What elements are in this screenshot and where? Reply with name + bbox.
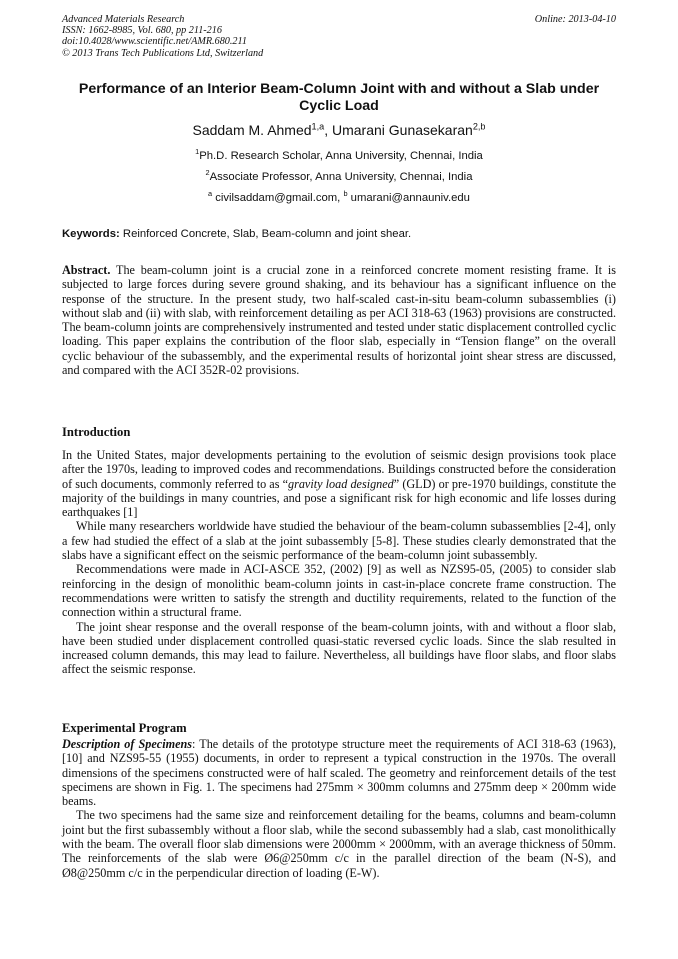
journal-copyright: © 2013 Trans Tech Publications Ltd, Switzerland [62,47,264,59]
journal-header [62,14,263,59]
intro-paragraph-4: The joint shear response and the overall response of the beam-column joints, with and without a floor slab, have been studied under displacement controlled quasi-static reversed cyclic loads. Since the slab resulted in increased column demands, this may lead to failure. Nevertheless, all buildings have floor slabs, and floor slabs affect the seismic response. [62,619,616,677]
experimental-body [62,737,616,880]
paper-title: Performance of an Interior Beam-Column Joint with and without a Slab under Cyclic Load [78,81,600,114]
keywords [62,228,616,240]
gld-term: gravity load designed [288,476,394,491]
keywords-text: Reinforced Concrete, Slab, Beam-column and joint shear. [119,228,412,240]
email-a[interactable]: civilsaddam@gmail.com, [212,192,344,204]
author-separator: , [324,122,332,138]
introduction-body [62,448,616,677]
author-2-name: Umarani Gunasekaran [331,122,473,138]
affiliation-1 [62,147,616,162]
affiliation-2-text: Associate Professor, Anna University, Chennai, India [209,171,473,183]
intro-paragraph-1: In the United States, major developments pertaining to the evolution of seismic design provisions took place after the 1970s, leading to improved codes and recommendations. Buildings constructed before the consideration of such documents, commonly referred to as “gravity load designed” (GLD) or pre-1970 buildings, constitute the majority of the buildings in many countries, and pose a significant risk for high economic and life losses during earthquakes [1] [62,448,616,520]
exp-paragraph-1: Description of Specimens: The details of the prototype structure meet the requirements of ACI 318-63 (1963), [10] and NZS95-55 (1955) documents, in order to represent a typical construction in the 1970s. The overall dimensions of the specimens constructed were of half scaled. The geometry and reinforcement details of the test specimens are shown in Fig. 1. The specimens had 275mm × 300mm columns and 275mm deep × 200mm wide beams. [62,737,616,809]
intro-paragraph-2: While many researchers worldwide have studied the behaviour of the beam-column subassemblies [2-4], only a few had studied the effect of a slab at the joint subassembly [5-8]. These studies clearly demonstrated that the slabs have a significant effect on the seismic performance of the beam-column joint subassembly. [62,519,616,563]
intro-paragraph-3: Recommendations were made in ACI-ASCE 352, (2002) [9] as well as NZS95-05, (2005) to consider slab reinforcing in the design of monolithic beam-column joints in cast-in-place concrete frame construction. The recommendations were written to satisfy the strength and ductility requirements, related to the function of the connection within a structural frame. [62,562,616,620]
description-of-specimens-label: Description of Specimens [62,737,193,751]
email-b-sup: b [343,189,348,199]
abstract-label: Abstract. [62,263,111,277]
affiliation-2 [62,168,616,183]
author-1-name: Saddam M. Ahmed [192,122,312,138]
abstract-text: The beam-column joint is a crucial zone in a reinforced concrete moment resisting frame. It is subjected to large forces during severe ground shaking, and its behaviour has a significant influence on the response of the structure. In the present study, two half-scaled cast-in-situ beam-column subassemblies (i) without slab and (ii) with slab, with reinforcement detailing as per ACI 318-63 (1963) provisions are constructed. The beam-column joints are comprehensively instrumented and tested under static displacement controlled cyclic loading. This paper explains the contribution of the floor slab, especially in “Tension flange” on the overall cyclic behaviour of the subassembly, and the experimental results of horizontal joint shear stress are discussed, and compared with the ACI 352R-02 provisions. [62,263,616,378]
experimental-heading: Experimental Program [62,721,187,735]
abstract [62,263,616,377]
online-date: Online: 2013-04-10 [534,14,616,25]
author-2-sup: 2,b [472,121,486,132]
email-a-sup: a [208,189,213,199]
email-b[interactable]: umarani@annauniv.edu [347,192,470,204]
exp-paragraph-2: The two specimens had the same size and reinforcement detailing for the beams, columns and beam-column joint but the first subassembly without a floor slab, while the second subassembly had a slab, cast monolithically with the beam. The overall floor slab dimensions were 2000mm × 2000mm, with an average thickness of 50mm. The reinforcements of the slab were Ø6@250mm c/c in the parallel direction of the beam (N-S), and Ø8@250mm c/c in the perpendicular direction of loading (E-W). [62,808,616,880]
journal-doi: doi:10.4028/www.scientific.net/AMR.680.211 [62,36,247,48]
email-line [62,189,616,204]
affiliation-2-sup: 2 [205,168,210,178]
author-1-sup: 1,a [311,121,325,132]
affiliation-1-sup: 1 [195,147,200,157]
author-list [62,122,616,138]
journal-issn: ISSN: 1662-8985, Vol. 680, pp 211-216 [62,25,222,37]
journal-name: Advanced Materials Research [62,14,185,25]
affiliation-1-text: Ph.D. Research Scholar, Anna University, Chennai, India [199,150,483,162]
introduction-heading: Introduction [62,425,131,439]
keywords-label: Keywords: [62,228,120,240]
